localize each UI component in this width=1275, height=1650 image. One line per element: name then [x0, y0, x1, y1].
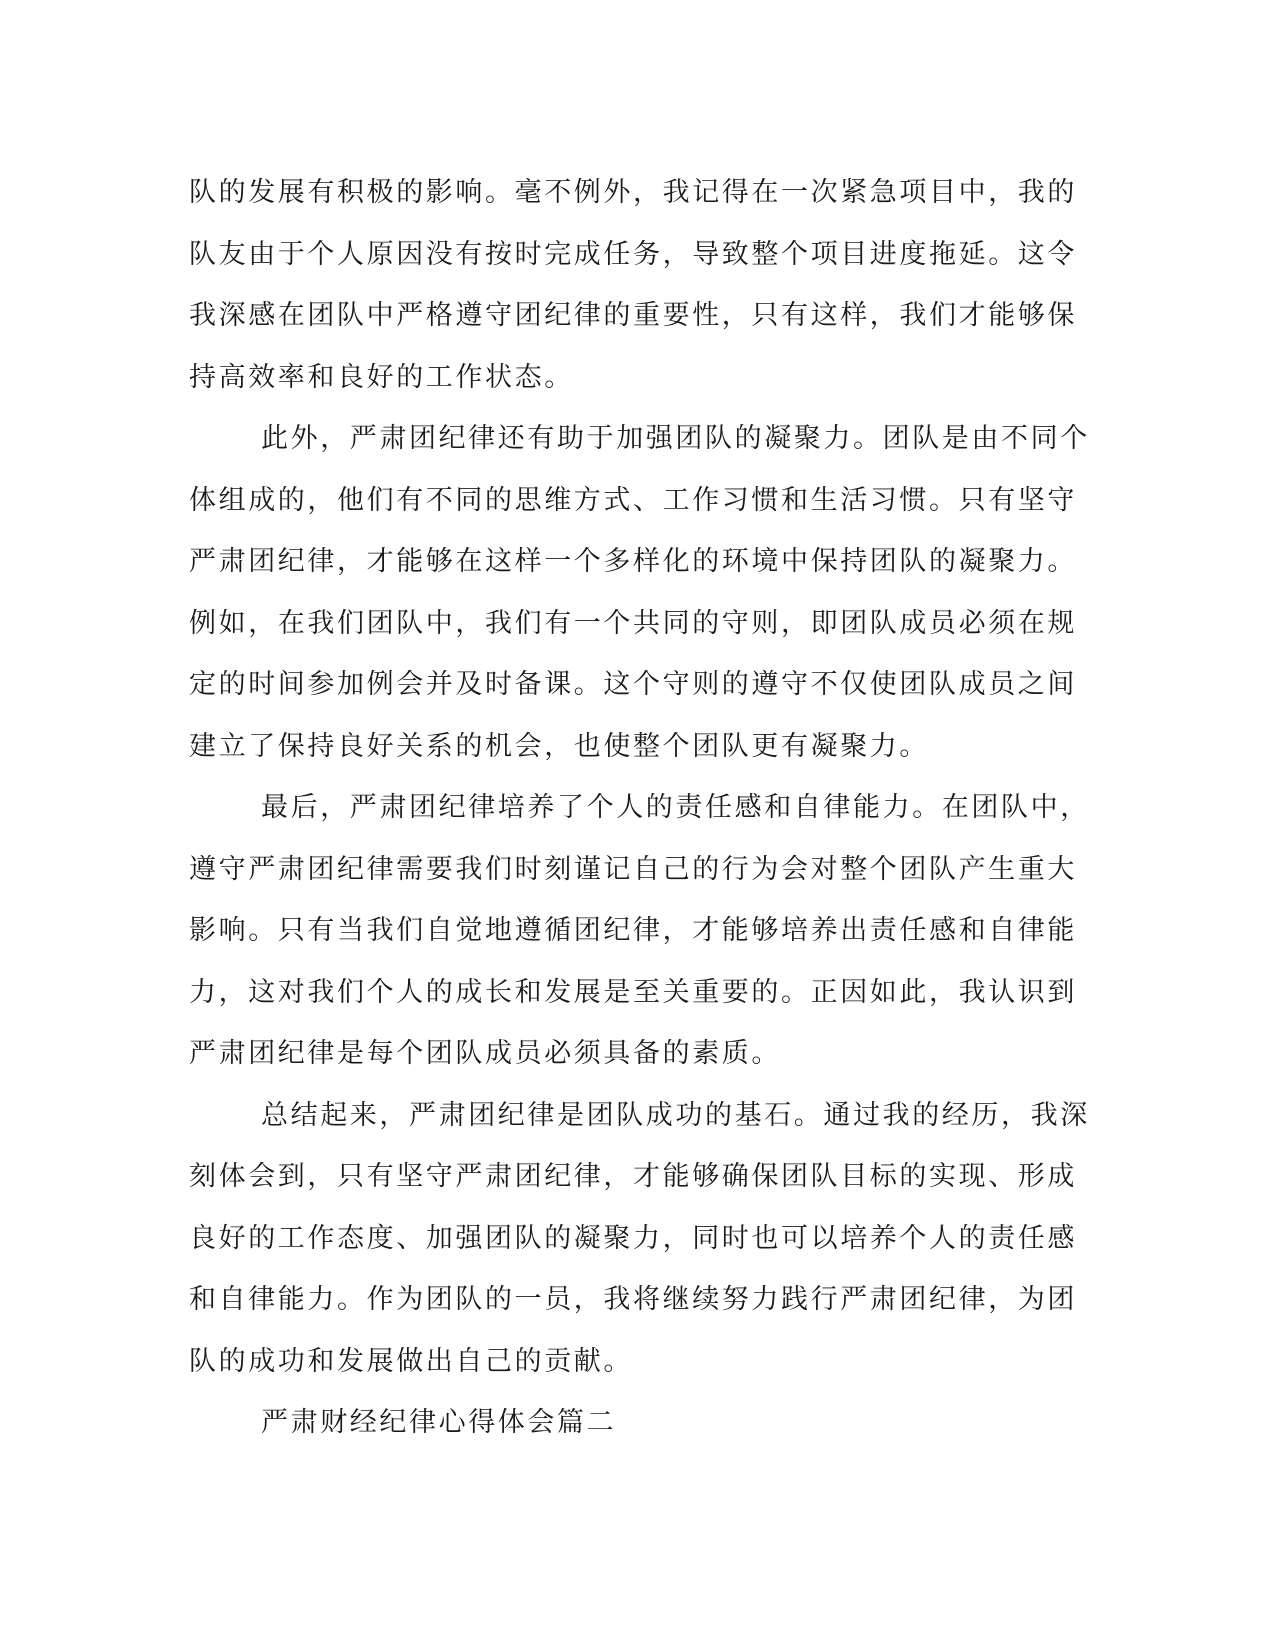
- paragraph-line: 体组成的，他们有不同的思维方式、工作习惯和生活习惯。只有坚守: [189, 484, 1077, 516]
- paragraph-line: 力，这对我们个人的成长和发展是至关重要的。正因如此，我认识到: [189, 976, 1077, 1008]
- paragraph-line: 定的时间参加例会并及时备课。这个守则的遵守不仅使团队成员之间: [189, 669, 1077, 700]
- paragraph-line: 此外，严肃团纪律还有助于加强团队的凝聚力。团队是由不同个: [261, 423, 1090, 454]
- paragraph-1: [189, 162, 1089, 408]
- paragraph-2: [189, 408, 1089, 777]
- paragraph-line: 我深感在团队中严格遵守团纪律的重要性，只有这样，我们才能够保: [189, 300, 1077, 331]
- paragraph-3: [189, 777, 1089, 1085]
- paragraph-line: 刻体会到，只有坚守严肃团纪律，才能够确保团队目标的实现、形成: [189, 1161, 1077, 1192]
- paragraph-line: 遵守严肃团纪律需要我们时刻谨记自己的行为会对整个团队产生重大: [189, 853, 1077, 885]
- section-heading: [189, 1392, 1089, 1454]
- paragraph-line: 建立了保持良好关系的机会，也使整个团队更有凝聚力。: [189, 730, 929, 762]
- heading-line: 严肃财经纪律心得体会篇二: [261, 1407, 617, 1438]
- paragraph-line: 队的成功和发展做出自己的贡献。: [189, 1345, 633, 1377]
- document-body: [189, 162, 1089, 1454]
- paragraph-line: 严肃团纪律是每个团队成员必须具备的素质。: [189, 1038, 781, 1069]
- paragraph-line: 队友由于个人原因没有按时完成任务，导致整个项目进度拖延。这令: [189, 238, 1077, 270]
- paragraph-line: 影响。只有当我们自觉地遵循团纪律，才能够培养出责任感和自律能: [189, 915, 1077, 946]
- paragraph-line: 良好的工作态度、加强团队的凝聚力，同时也可以培养个人的责任感: [189, 1222, 1077, 1254]
- paragraph-4: [189, 1085, 1089, 1393]
- paragraph-line: 严肃团纪律，才能够在这样一个多样化的环境中保持团队的凝聚力。: [189, 546, 1077, 577]
- paragraph-line: 总结起来，严肃团纪律是团队成功的基石。通过我的经历，我深: [261, 1099, 1090, 1131]
- paragraph-line: 例如，在我们团队中，我们有一个共同的守则，即团队成员必须在规: [189, 607, 1077, 639]
- paragraph-line: 和自律能力。作为团队的一员，我将继续努力践行严肃团纪律，为团: [189, 1284, 1077, 1315]
- paragraph-line: 最后，严肃团纪律培养了个人的责任感和自律能力。在团队中，: [261, 792, 1090, 823]
- paragraph-line: 队的发展有积极的影响。毫不例外，我记得在一次紧急项目中，我的: [189, 177, 1077, 208]
- paragraph-line: 持高效率和良好的工作状态。: [189, 361, 574, 393]
